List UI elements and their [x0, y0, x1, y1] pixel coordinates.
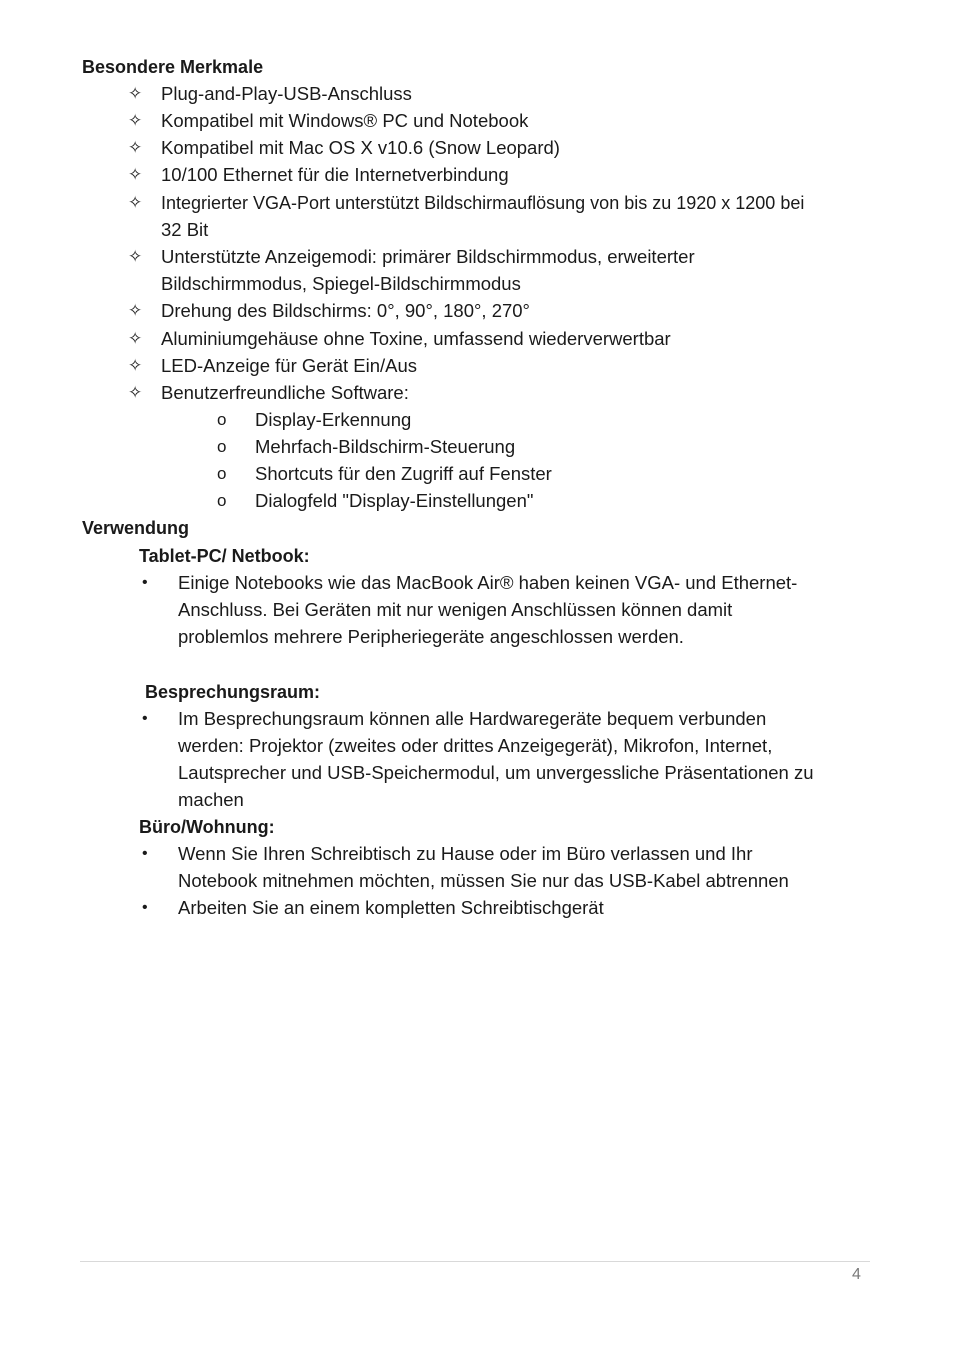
circle-bullet-icon: o	[217, 410, 227, 429]
bullet-icon: •	[142, 710, 148, 727]
usage-text: Im Besprechungsraum können alle Hardwaregeräte bequem verbunden	[178, 708, 767, 729]
bullet-icon: •	[142, 574, 148, 591]
feature-text: Integrierter VGA-Port unterstützt Bildschirmauflösung von bis zu 1920 x 1200 bei	[161, 193, 805, 213]
usage-section-title: Büro/Wohnung:	[139, 817, 275, 837]
circle-bullet-icon: o	[217, 437, 227, 456]
usage-text: problemlos mehrere Peripheriegeräte angeschlossen werden.	[178, 626, 684, 647]
star-bullet-icon: ✧	[128, 165, 143, 184]
feature-text-continued: Bildschirmmodus, Spiegel-Bildschirmmodus	[161, 273, 521, 294]
star-bullet-icon: ✧	[128, 111, 143, 130]
usage-text: Arbeiten Sie an einem kompletten Schreibtischgerät	[178, 897, 604, 918]
software-text: Display-Erkennung	[255, 409, 412, 430]
feature-text: Kompatibel mit Windows® PC und Notebook	[161, 110, 529, 131]
star-bullet-icon: ✧	[128, 193, 143, 212]
usage-text: Notebook mitnehmen möchten, müssen Sie nur das USB-Kabel abtrennen	[178, 870, 789, 891]
usage-section-title: Besprechungsraum:	[145, 682, 321, 702]
software-text: Shortcuts für den Zugriff auf Fenster	[255, 463, 552, 484]
star-bullet-icon: ✧	[128, 356, 143, 375]
software-text: Dialogfeld "Display-Einstellungen"	[255, 490, 534, 511]
star-bullet-icon: ✧	[128, 247, 143, 266]
star-bullet-icon: ✧	[128, 84, 143, 103]
feature-text: Aluminiumgehäuse ohne Toxine, umfassend wiederverwertbar	[161, 328, 671, 349]
feature-text: Benutzerfreundliche Software:	[161, 382, 409, 403]
feature-text: Unterstützte Anzeigemodi: primärer Bildschirmmodus, erweiterter	[161, 246, 695, 267]
usage-text: Lautsprecher und USB-Speichermodul, um unvergessliche Präsentationen zu	[178, 762, 814, 783]
feature-text: LED-Anzeige für Gerät Ein/Aus	[161, 355, 418, 376]
usage-text: machen	[178, 789, 244, 810]
circle-bullet-icon: o	[217, 464, 227, 483]
footer-divider	[80, 1261, 870, 1262]
star-bullet-icon: ✧	[128, 383, 143, 402]
star-bullet-icon: ✧	[128, 301, 143, 320]
usage-text: Einige Notebooks wie das MacBook Air® haben keinen VGA- und Ethernet-	[178, 572, 798, 593]
page-number: 4	[852, 1266, 861, 1283]
features-heading: Besondere Merkmale	[82, 57, 264, 77]
star-bullet-icon: ✧	[128, 138, 143, 157]
usage-text: Wenn Sie Ihren Schreibtisch zu Hause oder im Büro verlassen und Ihr	[178, 843, 753, 864]
usage-heading: Verwendung	[82, 518, 190, 538]
bullet-icon: •	[142, 899, 148, 916]
feature-text: Drehung des Bildschirms: 0°, 90°, 180°, 270°	[161, 300, 530, 321]
bullet-icon: •	[142, 845, 148, 862]
feature-text: Plug-and-Play-USB-Anschluss	[161, 83, 412, 104]
usage-text: werden: Projektor (zweites oder drittes Anzeigegerät), Mikrofon, Internet,	[178, 735, 773, 756]
usage-section-title: Tablet-PC/ Netbook:	[139, 546, 310, 566]
feature-text-continued: 32 Bit	[161, 219, 209, 240]
feature-text: Kompatibel mit Mac OS X v10.6 (Snow Leopard)	[161, 137, 560, 158]
circle-bullet-icon: o	[217, 491, 227, 510]
star-bullet-icon: ✧	[128, 329, 143, 348]
software-text: Mehrfach-Bildschirm-Steuerung	[255, 436, 516, 457]
feature-text: 10/100 Ethernet für die Internetverbindung	[161, 164, 509, 185]
usage-text: Anschluss. Bei Geräten mit nur wenigen Anschlüssen können damit	[178, 599, 733, 620]
